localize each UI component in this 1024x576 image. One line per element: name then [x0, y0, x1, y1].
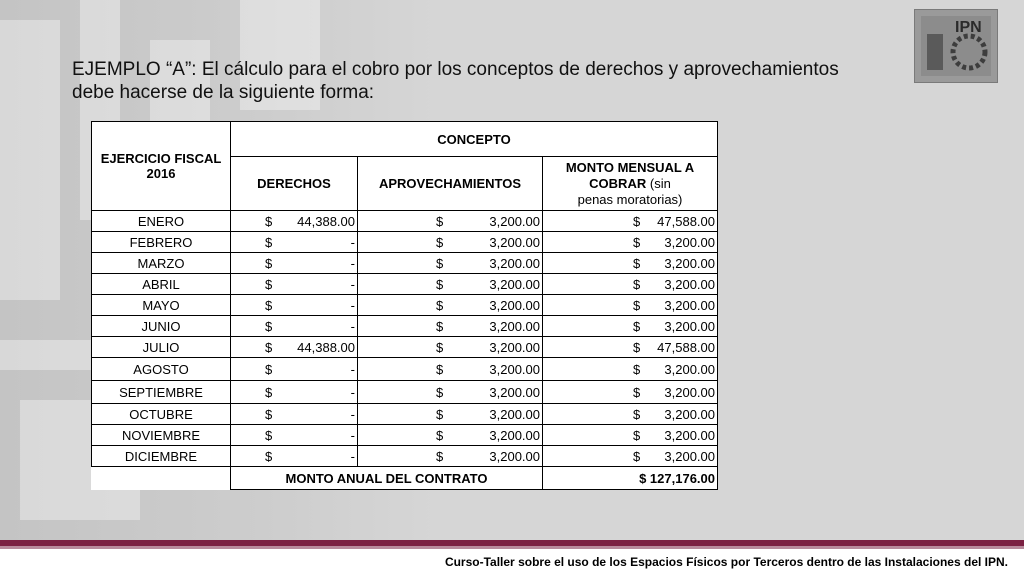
cell-aprovechamientos — [358, 232, 543, 253]
table-row — [92, 211, 718, 232]
cell-aprovechamientos — [358, 211, 543, 232]
cell-value: 3,200.00 — [489, 339, 540, 355]
cell-value: 3,200.00 — [664, 406, 715, 422]
currency-symbol: $ — [265, 213, 273, 229]
cell-value: 3,200.00 — [489, 384, 540, 400]
cell-value: - — [350, 427, 355, 443]
cell-value: 3,200.00 — [664, 276, 715, 292]
currency-symbol: $ — [633, 384, 641, 400]
currency-symbol: $ — [436, 427, 444, 443]
table-row — [92, 274, 718, 295]
currency-symbol: $ — [436, 276, 444, 292]
cell-value: 3,200.00 — [664, 255, 715, 271]
cell-derechos — [231, 253, 358, 274]
cell-derechos — [231, 446, 358, 467]
cell-value: 3,200.00 — [489, 297, 540, 313]
cell-value: 3,200.00 — [489, 234, 540, 250]
cell-value: 3,200.00 — [664, 318, 715, 334]
currency-symbol: $ — [633, 213, 641, 229]
table-row — [92, 358, 718, 381]
fee-table — [91, 121, 718, 490]
cell-aprovechamientos — [358, 274, 543, 295]
cell-derechos — [231, 381, 358, 404]
cell-monto — [543, 316, 718, 337]
cell-value: - — [350, 234, 355, 250]
header-concepto: CONCEPTO — [231, 122, 718, 157]
table-row — [92, 253, 718, 274]
cell-mes: FEBRERO — [92, 232, 231, 253]
cell-monto — [543, 295, 718, 316]
cell-mes: JUNIO — [92, 316, 231, 337]
currency-symbol: $ — [265, 427, 273, 443]
cell-value: 3,200.00 — [664, 384, 715, 400]
table-row — [92, 232, 718, 253]
cell-value: 3,200.00 — [489, 406, 540, 422]
currency-symbol: $ — [265, 255, 273, 271]
cell-value: - — [350, 384, 355, 400]
ipn-logo — [914, 9, 998, 83]
currency-symbol: $ — [436, 318, 444, 334]
currency-symbol: $ — [633, 234, 641, 250]
cell-value: 44,388.00 — [297, 339, 355, 355]
currency-symbol: $ — [436, 361, 444, 377]
total-value: $ 127,176.00 — [543, 467, 718, 490]
currency-symbol: $ — [633, 406, 641, 422]
total-label: MONTO ANUAL DEL CONTRATO — [231, 467, 543, 490]
currency-symbol: $ — [633, 255, 641, 271]
cell-value: 44,388.00 — [297, 213, 355, 229]
cell-monto — [543, 358, 718, 381]
cell-derechos — [231, 211, 358, 232]
header-monto-bold: MONTO MENSUAL A COBRAR — [565, 159, 695, 191]
total-spacer — [92, 467, 231, 490]
table-row — [92, 425, 718, 446]
cell-mes: JULIO — [92, 337, 231, 358]
cell-value: 3,200.00 — [489, 361, 540, 377]
cell-monto — [543, 446, 718, 467]
cell-mes: OCTUBRE — [92, 404, 231, 425]
cell-aprovechamientos — [358, 446, 543, 467]
cell-value: 3,200.00 — [489, 318, 540, 334]
header-monto-normal1: (sin — [649, 175, 671, 191]
header-monto-normal2: penas moratorias) — [577, 191, 683, 207]
currency-symbol: $ — [436, 255, 444, 271]
currency-symbol: $ — [265, 297, 273, 313]
cell-monto — [543, 425, 718, 446]
currency-symbol: $ — [633, 427, 641, 443]
cell-value: 3,200.00 — [664, 448, 715, 464]
cell-aprovechamientos — [358, 425, 543, 446]
cell-value: 47,588.00 — [657, 339, 715, 355]
cell-monto — [543, 381, 718, 404]
cell-derechos — [231, 358, 358, 381]
cell-mes: ABRIL — [92, 274, 231, 295]
currency-symbol: $ — [265, 406, 273, 422]
cell-derechos — [231, 425, 358, 446]
currency-symbol: $ — [436, 339, 444, 355]
table-row — [92, 295, 718, 316]
currency-symbol: $ — [633, 276, 641, 292]
cell-mes: DICIEMBRE — [92, 446, 231, 467]
currency-symbol: $ — [265, 384, 273, 400]
cell-value: 3,200.00 — [489, 448, 540, 464]
cell-aprovechamientos — [358, 253, 543, 274]
cell-value: - — [350, 318, 355, 334]
table-row — [92, 381, 718, 404]
cell-derechos — [231, 274, 358, 295]
currency-symbol: $ — [265, 448, 273, 464]
currency-symbol: $ — [633, 318, 641, 334]
cell-aprovechamientos — [358, 404, 543, 425]
header-ejercicio: EJERCICIO FISCAL 2016 — [92, 122, 231, 211]
footer-text: Curso-Taller sobre el uso de los Espacios Físicos por Terceros dentro de las Instalaciones del IPN. — [444, 555, 1008, 569]
cell-derechos — [231, 232, 358, 253]
cell-derechos — [231, 295, 358, 316]
ipn-logo-icon — [919, 14, 993, 78]
header-aprovechamientos: APROVECHAMIENTOS — [358, 157, 543, 211]
slide-title-line1: EJEMPLO “A”: El cálculo para el cobro por los conceptos de derechos y aprovechamientos — [72, 59, 839, 80]
currency-symbol: $ — [436, 448, 444, 464]
cell-value: - — [350, 448, 355, 464]
cell-mes: MAYO — [92, 295, 231, 316]
table-row — [92, 316, 718, 337]
currency-symbol: $ — [265, 318, 273, 334]
currency-symbol: $ — [265, 339, 273, 355]
currency-symbol: $ — [633, 361, 641, 377]
currency-symbol: $ — [436, 213, 444, 229]
cell-value: - — [350, 255, 355, 271]
cell-aprovechamientos — [358, 295, 543, 316]
currency-symbol: $ — [633, 339, 641, 355]
header-monto — [543, 157, 718, 211]
cell-value: 3,200.00 — [664, 361, 715, 377]
cell-aprovechamientos — [358, 337, 543, 358]
table-row — [92, 337, 718, 358]
cell-mes: ENERO — [92, 211, 231, 232]
cell-mes: AGOSTO — [92, 358, 231, 381]
currency-symbol: $ — [436, 234, 444, 250]
cell-aprovechamientos — [358, 316, 543, 337]
cell-value: - — [350, 276, 355, 292]
cell-derechos — [231, 316, 358, 337]
currency-symbol: $ — [265, 234, 273, 250]
currency-symbol: $ — [633, 448, 641, 464]
cell-monto — [543, 253, 718, 274]
cell-value: - — [350, 361, 355, 377]
cell-value: 3,200.00 — [489, 213, 540, 229]
cell-value: - — [350, 406, 355, 422]
table-row — [92, 446, 718, 467]
logo-text: IPN — [955, 19, 982, 36]
cell-value: 3,200.00 — [664, 427, 715, 443]
cell-derechos — [231, 404, 358, 425]
cell-value: 3,200.00 — [664, 297, 715, 313]
cell-derechos — [231, 337, 358, 358]
table-row — [92, 404, 718, 425]
currency-symbol: $ — [436, 297, 444, 313]
cell-monto — [543, 211, 718, 232]
cell-aprovechamientos — [358, 381, 543, 404]
currency-symbol: $ — [436, 406, 444, 422]
cell-value: 3,200.00 — [489, 276, 540, 292]
currency-symbol: $ — [265, 276, 273, 292]
cell-mes: SEPTIEMBRE — [92, 381, 231, 404]
cell-value: 3,200.00 — [489, 427, 540, 443]
cell-monto — [543, 404, 718, 425]
cell-mes: MARZO — [92, 253, 231, 274]
header-derechos: DERECHOS — [231, 157, 358, 211]
currency-symbol: $ — [265, 361, 273, 377]
cell-monto — [543, 232, 718, 253]
cell-aprovechamientos — [358, 358, 543, 381]
cell-monto — [543, 274, 718, 295]
currency-symbol: $ — [436, 384, 444, 400]
cell-mes: NOVIEMBRE — [92, 425, 231, 446]
slide-title-line2: debe hacerse de la siguiente forma: — [72, 82, 375, 103]
cell-value: 3,200.00 — [489, 255, 540, 271]
currency-symbol: $ — [633, 297, 641, 313]
cell-value: 47,588.00 — [657, 213, 715, 229]
slide-title — [72, 58, 892, 104]
cell-value: 3,200.00 — [664, 234, 715, 250]
cell-value: - — [350, 297, 355, 313]
cell-monto — [543, 337, 718, 358]
